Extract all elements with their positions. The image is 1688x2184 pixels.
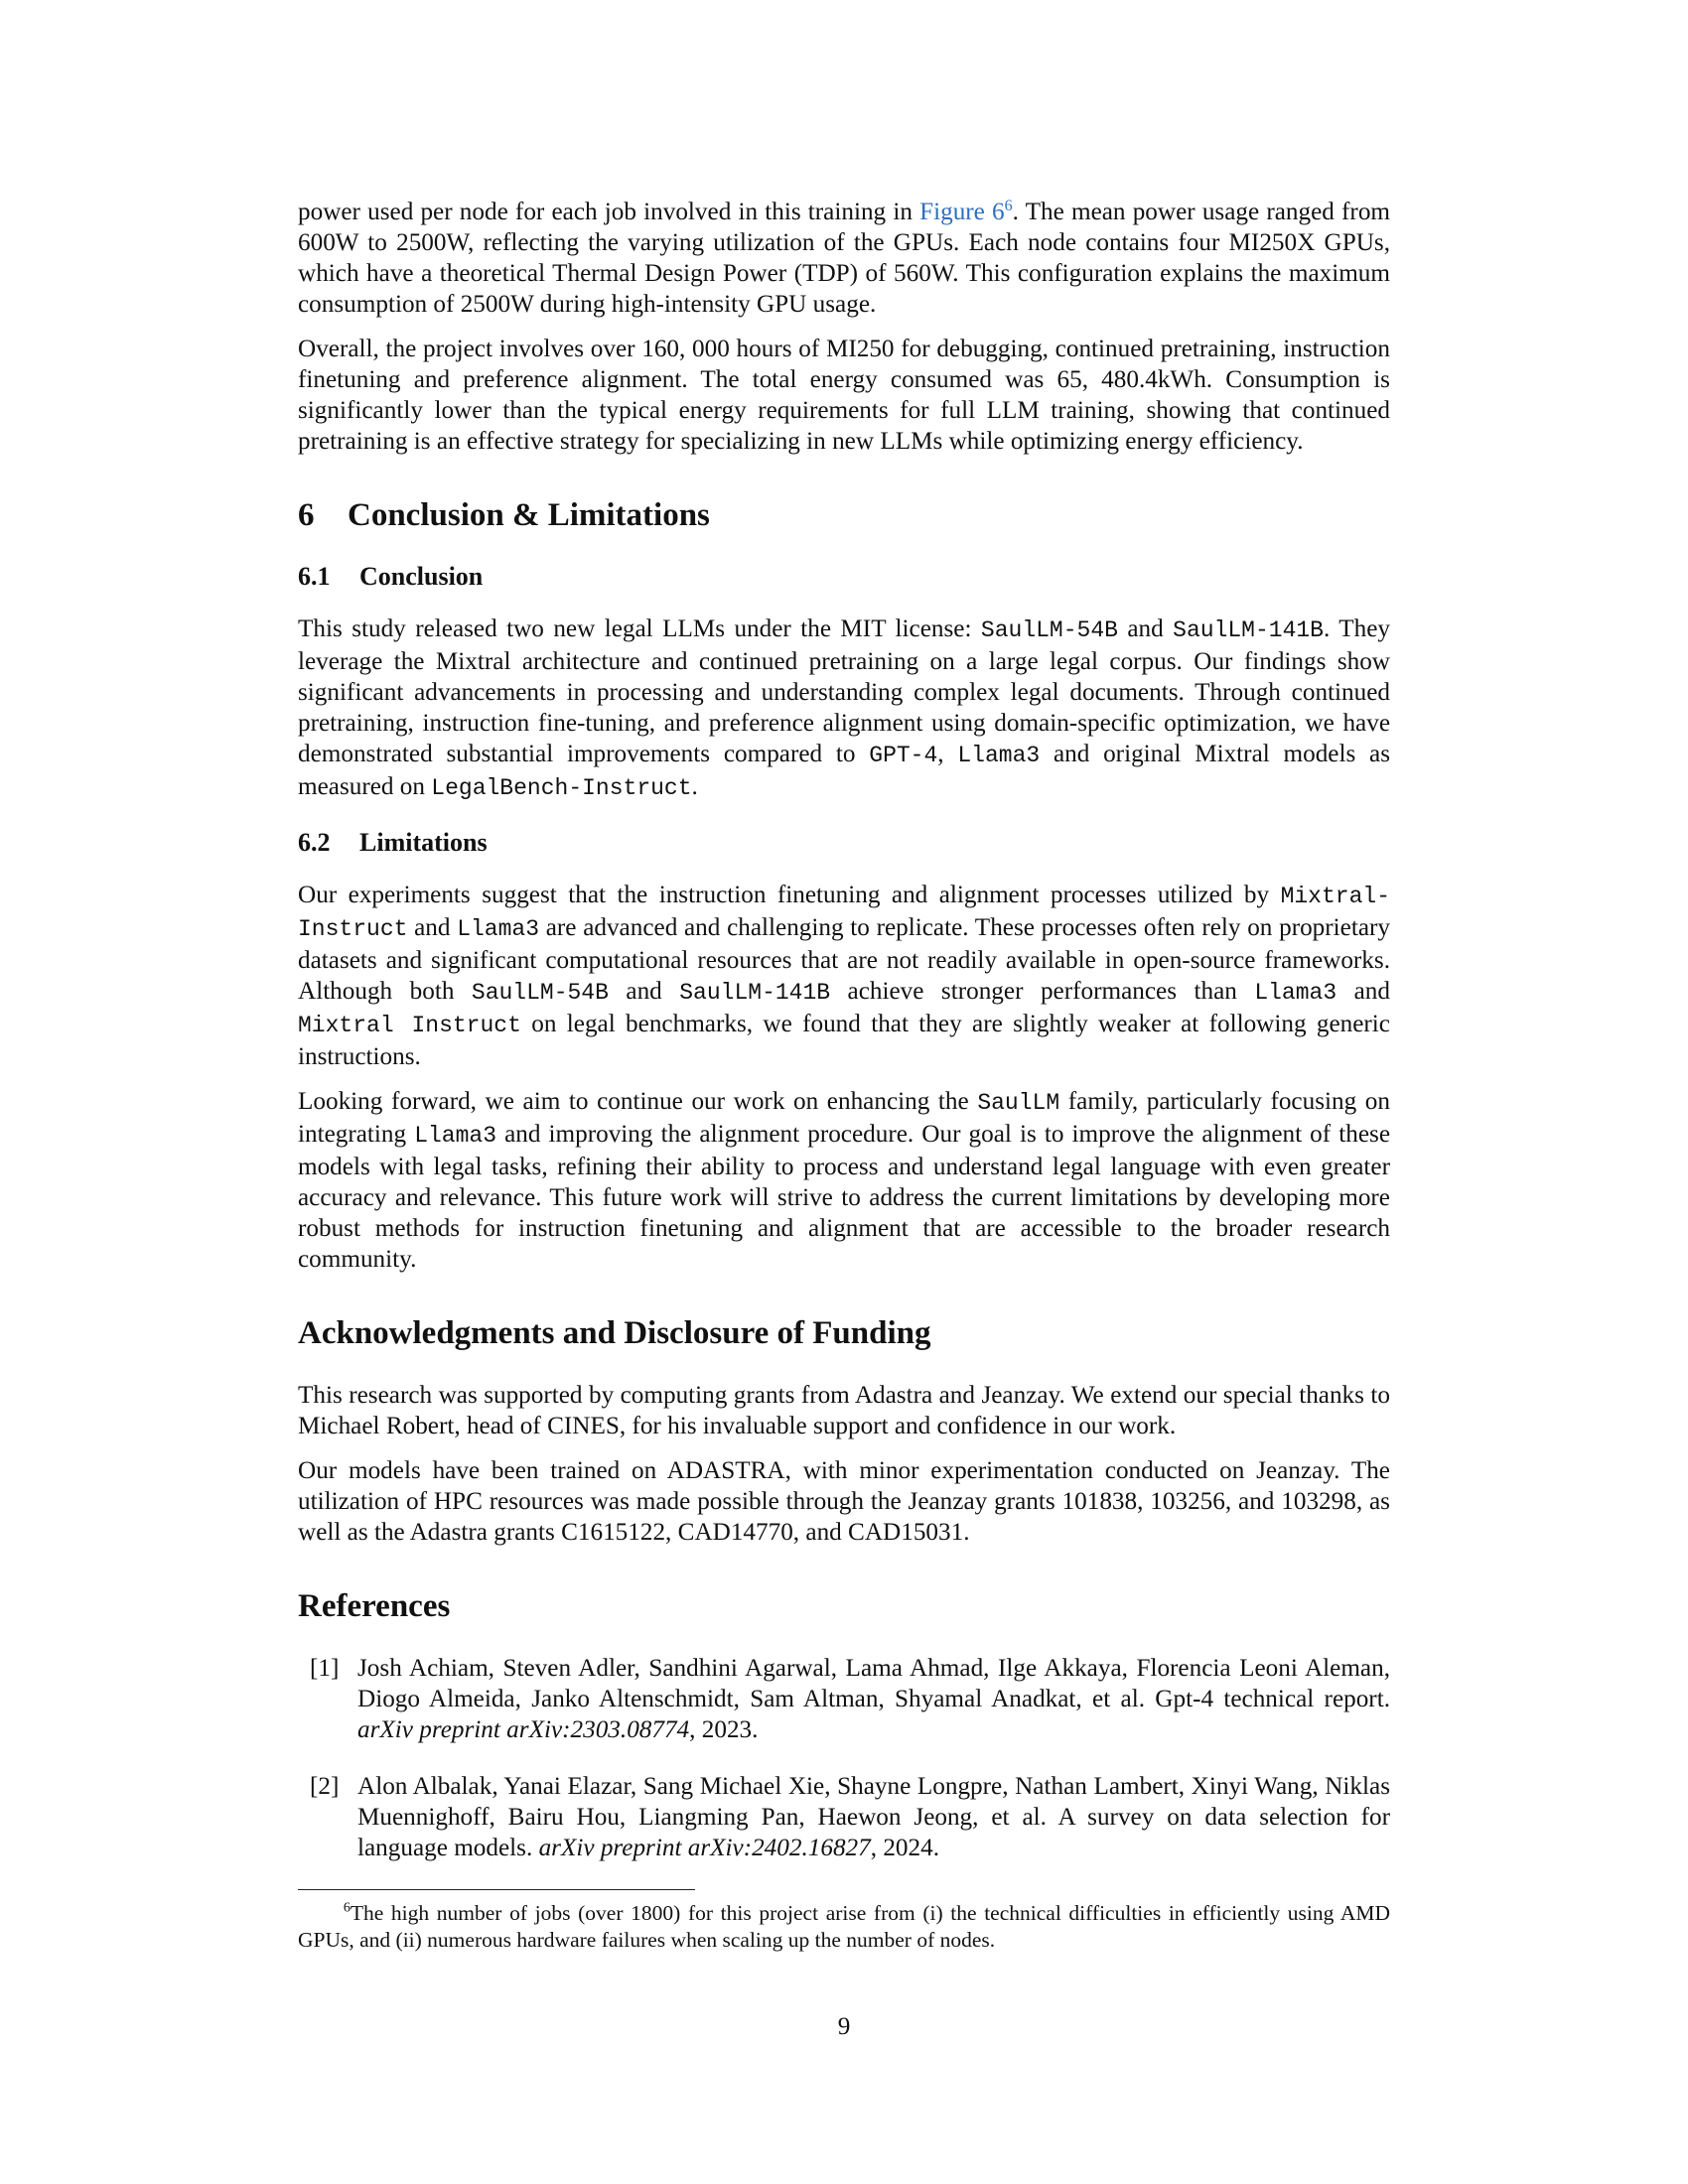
paragraph-limitations: Our experiments suggest that the instruction finetuning and alignment processes utilized by Mixtral-Instruct and Llama3 are advanced and challenging to replicate. These processes often rely on proprietary datasets and significant computational resources that are not readily available in open-source frameworks. Although both SaulLM-54B and SaulLM-141B achieve stronger performances than Llama3 and Mixtral Instruct on legal benchmarks, we found that they are slightly weaker at following generic instructions.: [298, 882, 1390, 1070]
benchmark-name: LegalBench-Instruct: [431, 775, 692, 801]
page-body: [298, 197, 1390, 1954]
paragraph-future-work: Looking forward, we aim to continue our work on enhancing the SaulLM family, particularly focusing on integrating Llama3 and improving the alignment procedure. Our goal is to improve the alignment of these models with legal tasks, refining their ability to process and understand legal language with even greater accuracy and relevance. This future work will strive to address the current limitations by developing more robust methods for instruction finetuning and alignment that are accessible to the broader research community.: [298, 1088, 1390, 1273]
paragraph-power-usage: power used per node for each job involved in this training in Figure $6^6$. The mean power usage ranged from 600W to 2500W, reflecting the varying utilization of the GPUs. Each node contains four MI250X GPUs, which have a theoretical Thermal Design Power (TDP) of 560W. This configuration explains the maximum consumption of 2500W during high-intensity GPU usage.: [298, 198, 1391, 318]
model-name: Llama3: [1254, 980, 1337, 1006]
section-heading-acknowledgments: Acknowledgments and Disclosure of Funding: [298, 1315, 931, 1351]
model-name: SaulLM-141B: [1173, 617, 1324, 643]
footnote-ref-6[interactable]: 6: [1004, 198, 1013, 215]
reference-item-2: [2] Alon Albalak, Yanai Elazar, Sang Michael Xie, Shayne Longpre, Nathan Lambert, Xinyi Wang, Niklas Muennighoff, Bairu Hou, Liangming Pan, Haewon Jeong, et al. A survey on data selection for language models. arXiv preprint arXiv:2402.16827, 2024.: [310, 1773, 1390, 1861]
paragraph-ack-grants: This research was supported by computing grants from Adastra and Jeanzay. We extend our special thanks to Michael Robert, head of CINES, for his invaluable support and confidence in our work.: [298, 1382, 1390, 1439]
reference-list: [298, 1653, 1390, 1863]
reference-label: [2]: [310, 1773, 340, 1800]
model-name: Mixtral-Instruct: [298, 884, 1390, 942]
figure-6-link[interactable]: Figure 6: [919, 199, 1005, 225]
model-name: Mixtral Instruct: [298, 1013, 521, 1038]
section-heading-references: References: [298, 1588, 451, 1624]
footnote-divider: [298, 1889, 695, 1890]
model-name: SaulLM-54B: [471, 980, 609, 1006]
page-number: 9: [837, 2013, 851, 2040]
paragraph-energy-summary: Overall, the project involves over 160, 000 hours of MI250 for debugging, continued pretraining, instruction finetuning and preference alignment. The total energy consumed was 65, 480.4kWh. Consumption is significantly lower than the typical energy requirements for full LLM training, showing that continued pretraining is an effective strategy for specializing in new LLMs while optimizing energy efficiency.: [298, 336, 1390, 455]
model-name: SaulLM-54B: [980, 617, 1118, 643]
model-name: SaulLM: [977, 1090, 1060, 1116]
subsection-heading-conclusion: 6.1 Conclusion: [298, 562, 484, 591]
model-name: SaulLM-141B: [679, 980, 831, 1006]
paragraph-conclusion: This study released two new legal LLMs under the MIT license: SaulLM-54B and SaulLM-141B. They leverage the Mixtral architecture and continued pretraining on a large legal corpus. Our findings show significant advancements in processing and understanding complex legal documents. Through continued pretraining, instruction fine-tuning, and preference alignment using domain-specific optimization, we have demonstrated substantial improvements compared to GPT-4, Llama3 and original Mixtral models as measured on LegalBench-Instruct.: [298, 615, 1391, 801]
subsection-heading-limitations: 6.2 Limitations: [298, 828, 488, 857]
footnote-mark: 6: [343, 1900, 351, 1916]
model-name: Llama3: [457, 916, 540, 942]
reference-label: [1]: [310, 1655, 340, 1682]
reference-item-1: [1] Josh Achiam, Steven Adler, Sandhini Agarwal, Lama Ahmad, Ilge Akkaya, Florencia Leoni Aleman, Diogo Almeida, Janko Altenschmidt, Sam Altman, Shyamal Anadkat, et al. Gpt-4 technical report. arXiv preprint arXiv:2303.08774, 2023.: [310, 1655, 1390, 1743]
model-name: Llama3: [414, 1123, 497, 1149]
model-name: Llama3: [957, 743, 1041, 768]
footnote-6: $^6$The high number of jobs (over 1800) for this project arise from (i) the technical difficulties in efficiently using AMD GPUs, and (ii) numerous hardware failures when scaling up the number of nodes.: [298, 1900, 1391, 1952]
section-heading-conclusion-limitations: 6 Conclusion & Limitations: [298, 497, 710, 533]
model-name: GPT-4: [869, 743, 938, 768]
paragraph-ack-hpc: Our models have been trained on ADASTRA, with minor experimentation conducted on Jeanzay. The utilization of HPC resources was made possible through the Jeanzay grants 101838, 103256, and 103298, as well as the Adastra grants C1615122, CAD14770, and CAD15031.: [298, 1457, 1390, 1546]
